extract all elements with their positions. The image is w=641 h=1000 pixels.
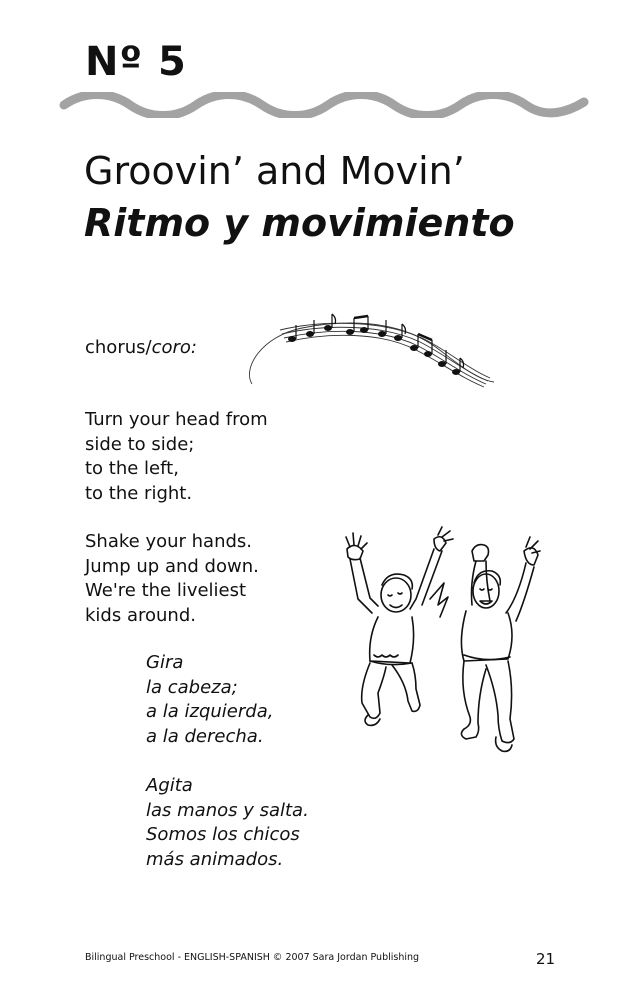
lyric-line: Agita bbox=[146, 775, 193, 796]
chorus-label-spanish: coro: bbox=[151, 337, 197, 358]
spanish-stanza-1 bbox=[146, 651, 273, 749]
lyric-line: to the left, bbox=[85, 458, 179, 479]
lyric-line: side to side; bbox=[85, 433, 195, 455]
jumping-kids-illustration bbox=[330, 525, 560, 775]
lyric-line: más animados. bbox=[146, 848, 284, 870]
lyric-line: Turn your head from bbox=[85, 409, 268, 430]
footer-publisher-text: Bilingual Preschool - ENGLISH-SPANISH © 2007 Sara Jordan Publishing bbox=[85, 952, 420, 963]
lyric-line: Shake your hands. bbox=[85, 531, 253, 552]
title-english: Groovin’ and Movin’ bbox=[84, 149, 465, 193]
lyric-line: Gira bbox=[146, 652, 184, 673]
chorus-label-english: chorus/ bbox=[85, 337, 152, 358]
lyric-line: a la derecha. bbox=[146, 725, 264, 747]
spanish-stanza-2 bbox=[146, 774, 309, 872]
wave-divider bbox=[58, 92, 590, 118]
lyric-line: Somos los chicos bbox=[146, 824, 300, 845]
song-number: Nº 5 bbox=[85, 39, 187, 85]
english-stanza-1 bbox=[85, 408, 268, 506]
lyric-line: We're the liveliest bbox=[85, 580, 247, 601]
lyric-line: kids around. bbox=[85, 604, 196, 626]
title-spanish: Ritmo y movimiento bbox=[84, 201, 515, 245]
chorus-label bbox=[85, 336, 197, 360]
page-number: 21 bbox=[536, 950, 556, 968]
lyric-line: to the right. bbox=[85, 482, 193, 504]
lyric-line: Jump up and down. bbox=[85, 555, 259, 577]
lyric-line: a la izquierda, bbox=[146, 701, 274, 722]
lyric-line: la cabeza; bbox=[146, 676, 238, 698]
music-notes-staff-icon bbox=[232, 308, 500, 392]
english-stanza-2 bbox=[85, 530, 259, 628]
lyric-line: las manos y salta. bbox=[146, 799, 309, 821]
